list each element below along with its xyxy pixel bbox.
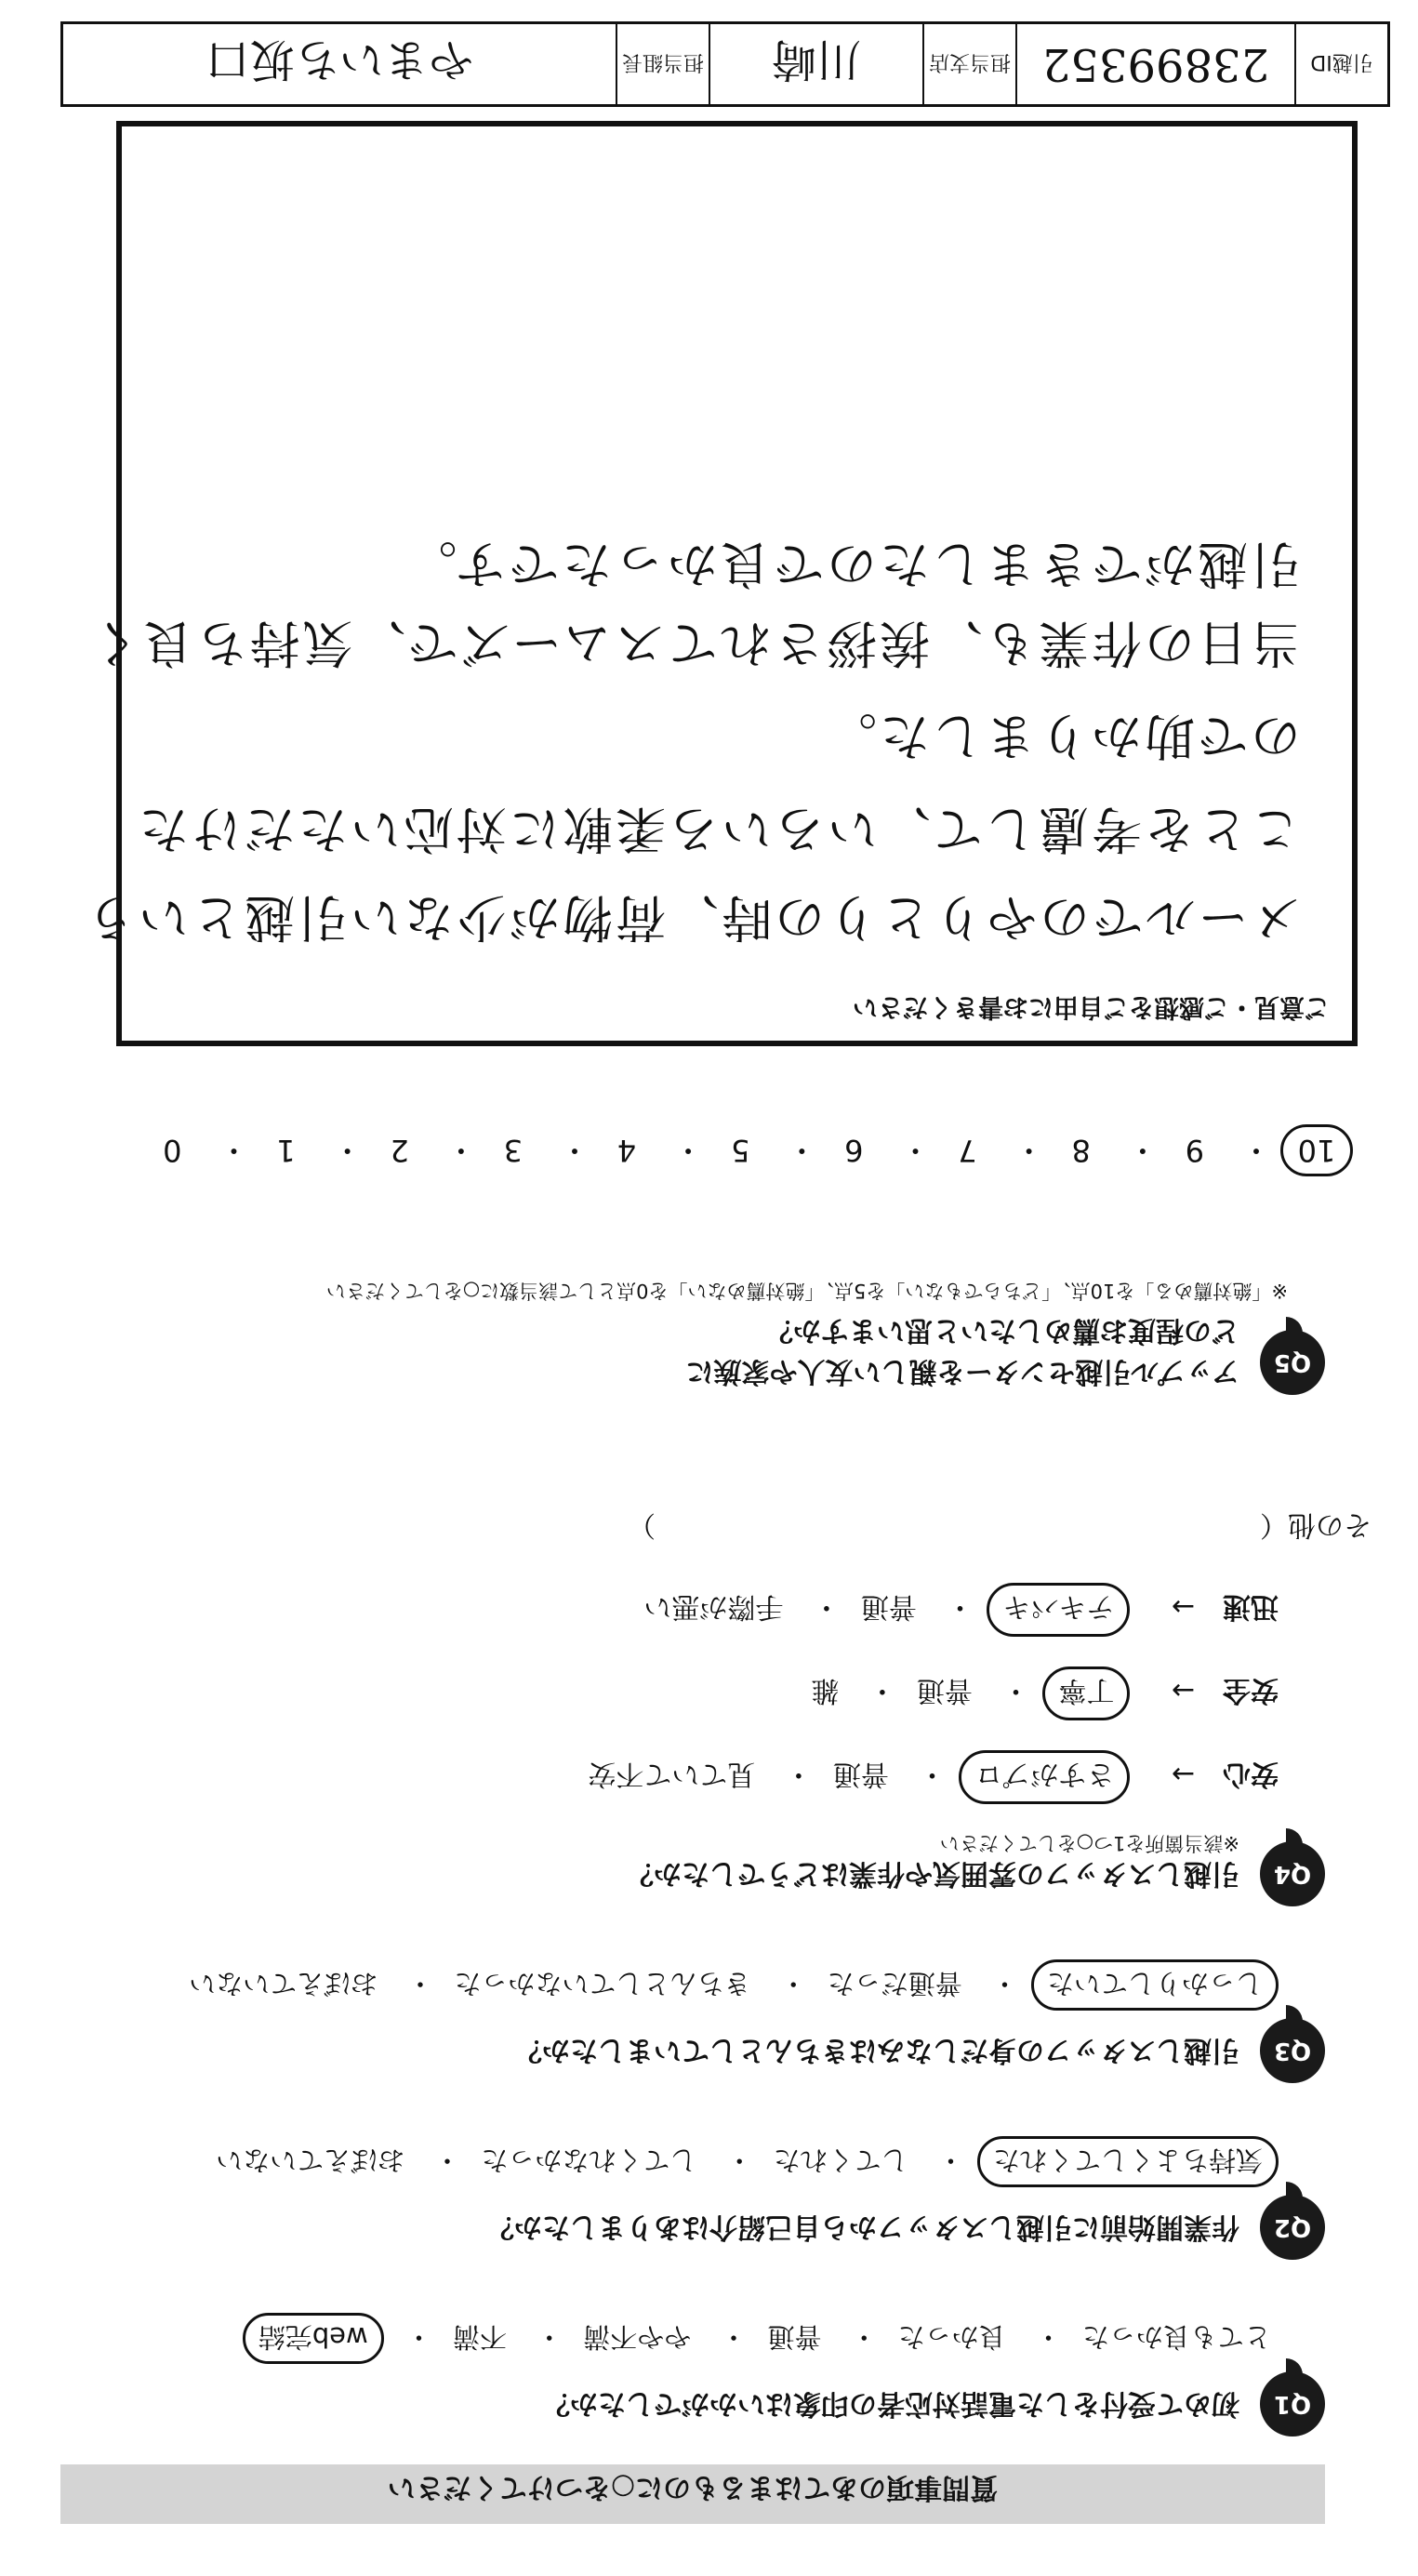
q2-option[interactable]: してくれた [773,2144,908,2176]
q4-other-label: その他（ [1260,1508,1372,1541]
question-4 [42,1562,1325,1906]
q4-other-close: ） [628,1508,656,1541]
arrow-icon: → [1171,1590,1195,1623]
question-5 [42,1209,1325,1395]
scale-option[interactable]: 1 [276,1133,296,1168]
q4-badge: Q4 [1260,1841,1325,1906]
q4-option-selected[interactable]: 丁寧 [1042,1666,1130,1720]
q4-row-anzen: 安全→ 丁寧・ 普通・ 雑 [803,1666,1279,1720]
q4-option[interactable]: 普通 [860,1590,917,1623]
q1-option[interactable]: やや不満 [583,2321,692,2353]
q3-text: 引越しスタッフの身だしなみはきちんとしていましたか？ [514,2034,1239,2066]
q3-option[interactable]: きちんとしていなかった [454,1968,751,1999]
scale-option-selected[interactable]: 10 [1280,1124,1353,1176]
instruction-band [60,2464,1325,2524]
id-label-cell: 引越ID [1294,24,1387,104]
question-3 [42,1953,1325,2083]
comment-line: メールでのやりとりの時、荷物が少ない引越という [83,888,1301,947]
q5-scale: 10・ 9・ 8・ 7・ 6・ 5・ 4・ 3・ 2・ 1・ 0 [144,1124,1353,1176]
scale-option[interactable]: 9 [1185,1133,1205,1168]
q3-option[interactable]: 普通だった [827,1968,962,1999]
q4-option-selected[interactable]: さすがプロ [959,1750,1130,1804]
id-value-cell: 23899352 [1015,24,1294,104]
q2-option-selected[interactable]: 気持ちよくしてくれた [977,2136,1279,2187]
q3-badge: Q3 [1260,2018,1325,2083]
comment-line: 引越ができましたので良かったです。 [404,535,1301,593]
q4-other [628,1507,1372,1548]
q1-text: 初めて受付をした電話対応者の印象はいかがでしたか？ [542,2387,1239,2420]
q4-row-anshin: 安心→ さすがプロ・ 普通・ 見ていて不安 [580,1750,1279,1804]
q2-option[interactable]: おぼえていない [216,2144,405,2176]
arrow-icon: → [1171,1758,1195,1790]
comment-line: ことを考慮して、いろいろ柔軟に対応いただけた [136,800,1301,858]
q4-text: 引越しスタッフの雰囲気や作業はどうでしたか？ [626,1857,1239,1890]
q1-option[interactable]: とても良かった [1081,2321,1271,2353]
comments-heading: ご意見・ご感想をご自由にお書きください [853,992,1330,1021]
question-1 [42,2306,1325,2437]
question-2 [42,2130,1325,2260]
q4-row-label: 安心 [1223,1758,1279,1790]
scale-option[interactable]: 6 [844,1133,864,1168]
scale-option[interactable]: 7 [958,1133,977,1168]
q5-badge: Q5 [1260,1330,1325,1395]
comment-line: ので助かりました。 [824,707,1301,765]
q1-option-selected[interactable]: web完結 [243,2313,384,2364]
q4-row-jinsoku: 迅速→ テキパキ・ 普通・ 手際が悪い [636,1583,1279,1637]
q2-option[interactable]: してくれなかった [481,2144,697,2176]
q4-option-selected[interactable]: テキパキ [987,1583,1130,1637]
branch-label-cell: 担当支店 [922,24,1015,104]
q5-note: ※「絶対薦める」を10点、「どちらでもない」を5点、「絶対薦めない」を0点として該当数に○をしてください [325,1280,1288,1302]
q5-text-line2: どの程度お薦めしたいと思いますか？ [765,1314,1239,1347]
q4-option[interactable]: 雑 [811,1674,840,1706]
q2-text: 作業開始前に引越しスタッフから自己紹介はありましたか？ [486,2211,1239,2243]
q1-option[interactable]: 良かった [897,2321,1006,2353]
staff-value-cell: やまいち坂口 [205,33,474,86]
q3-option[interactable]: おぼえていない [189,1968,378,1999]
branch-value-cell: 川崎 [709,24,922,104]
q3-option-selected[interactable]: しっかりしていた [1031,1959,1279,2011]
q1-badge: Q1 [1260,2371,1325,2437]
q4-option[interactable]: 普通 [916,1674,973,1706]
q3-options: しっかりしていた・ 普通だった・ きちんとしていなかった・ おぼえていない [181,1959,1279,2011]
scale-option[interactable]: 5 [730,1133,750,1168]
q2-options: 気持ちよくしてくれた・ してくれた・ してくれなかった・ おぼえていない [208,2136,1279,2187]
staff-info-table [60,21,1390,107]
scale-option[interactable]: 0 [163,1133,182,1168]
q4-option[interactable]: 見ていて不安 [588,1758,756,1790]
scale-option[interactable]: 2 [390,1133,409,1168]
q5-text-line1: アップル引越センターを親しい友人や家族に [685,1355,1239,1388]
q4-row-label: 安全 [1223,1674,1279,1706]
comment-line: 当日の作業も、挨拶されてスムーズで、気持ち良く [87,614,1301,672]
scale-option[interactable]: 3 [503,1133,523,1168]
comments-box[interactable] [83,121,1358,1046]
staff-label-cell: 担当組長 [616,24,709,104]
q4-note: ※該当箇所を1つ○をしてください [939,1832,1239,1854]
q4-option[interactable]: 手際が悪い [643,1590,784,1623]
q2-badge: Q2 [1260,2195,1325,2260]
scale-option[interactable]: 8 [1071,1133,1091,1168]
q1-options: とても良かった・ 良かった・ 普通・ やや不満・ 不満・ web完結 [243,2313,1279,2364]
arrow-icon: → [1171,1674,1195,1706]
q1-option[interactable]: 不満 [452,2321,507,2353]
q1-option[interactable]: 普通 [767,2321,822,2353]
scale-option[interactable]: 4 [616,1133,637,1168]
instruction-text: 質問事項のあてはまるものに○をつけてください [387,2471,999,2503]
q4-row-label: 迅速 [1223,1590,1279,1623]
q4-option[interactable]: 普通 [832,1758,889,1790]
